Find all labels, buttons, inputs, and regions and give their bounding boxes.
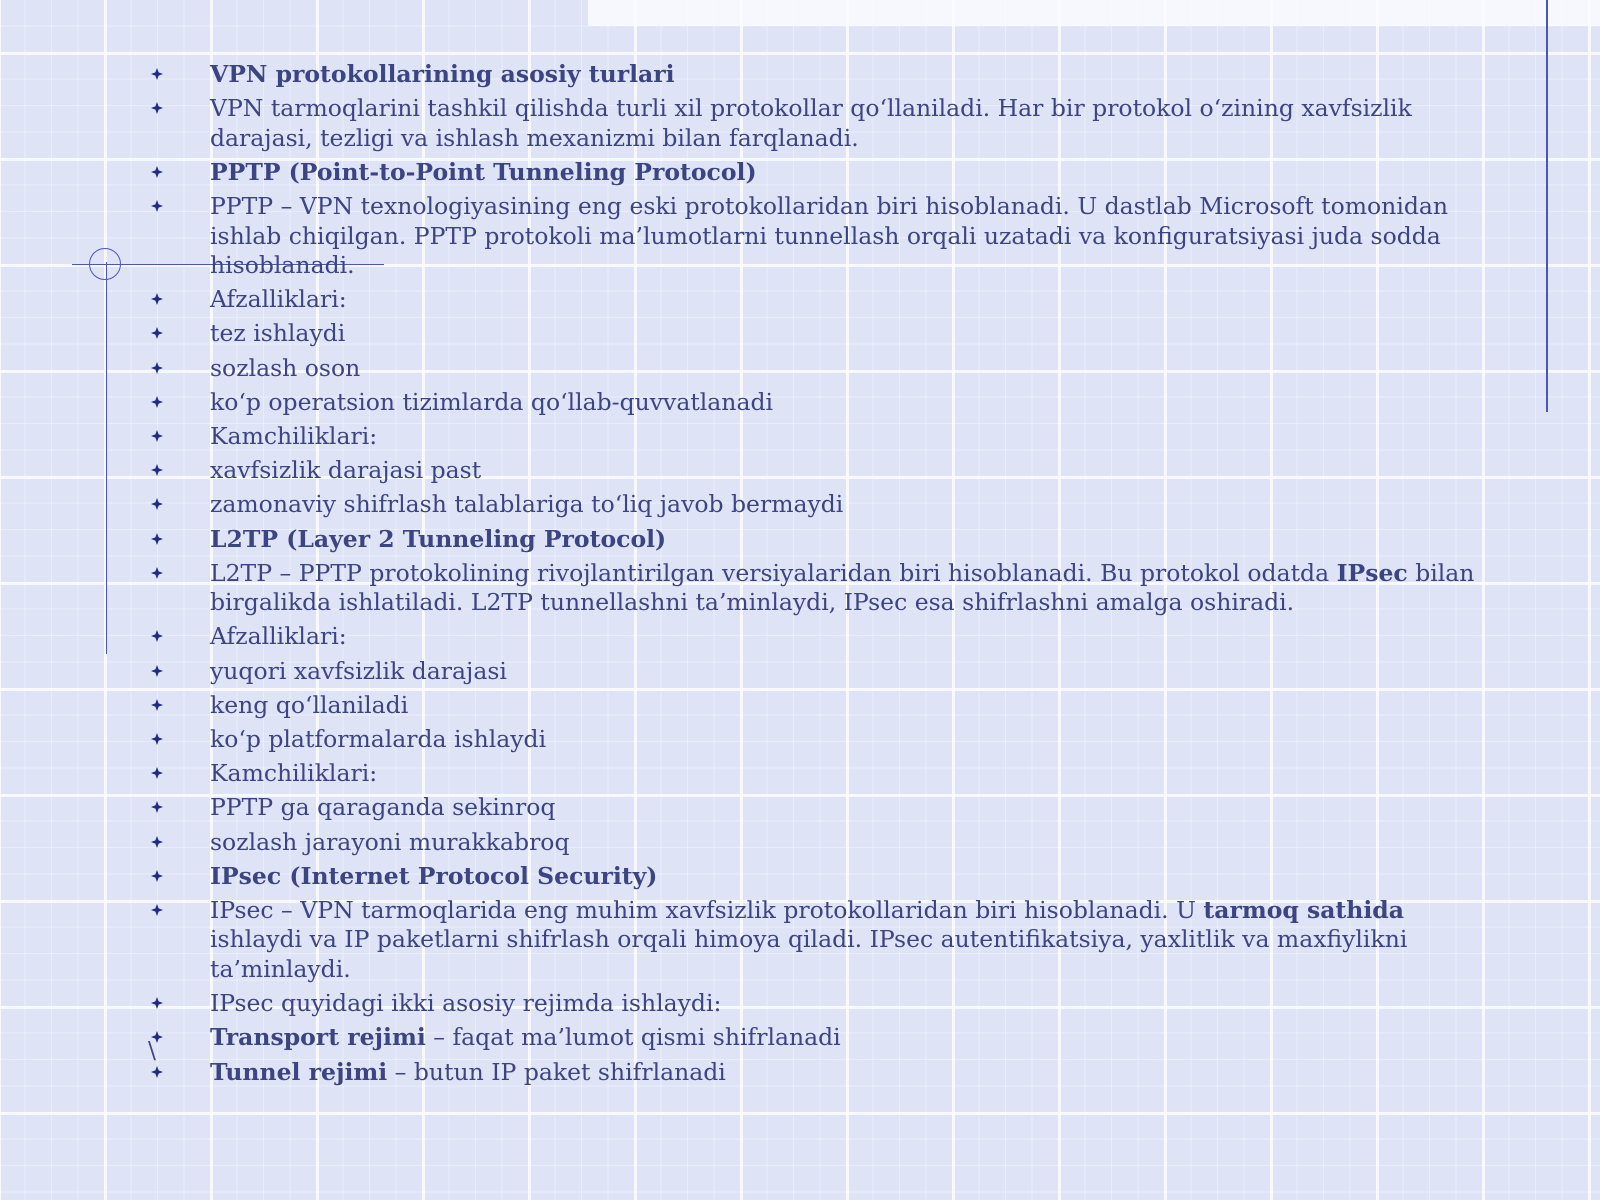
diamond-bullet-icon <box>151 699 163 711</box>
trailing-mark: \ <box>148 1036 156 1064</box>
item-text <box>210 1058 726 1086</box>
diamond-bullet-icon <box>151 102 163 114</box>
item-text: L2TP (Layer 2 Tunneling Protocol) <box>210 524 667 553</box>
list-item <box>0 490 1600 520</box>
list-item <box>0 989 1600 1019</box>
section-heading <box>0 862 1600 892</box>
item-text-part: – butun IP paket shifrlanadi <box>387 1057 726 1086</box>
top-band <box>588 0 1600 26</box>
item-text-part: L2TP – PPTP protokolining rivojlantirilgan versiyalaridan biri hisoblanadi. Bu protokol odatda <box>210 558 1337 587</box>
diamond-bullet-icon <box>151 396 163 408</box>
item-text-bold: tarmoq sathida <box>1203 895 1404 924</box>
diamond-bullet-icon <box>151 200 163 212</box>
item-text: IPsec quyidagi ikki asosiy rejimda ishlaydi: <box>210 989 722 1018</box>
diamond-bullet-icon <box>151 68 163 80</box>
section-heading <box>0 158 1600 188</box>
diamond-bullet-icon <box>151 166 163 178</box>
list-item <box>0 1023 1600 1053</box>
item-text: xavfsizlik darajasi past <box>210 456 482 485</box>
list-item <box>0 657 1600 687</box>
item-text: VPN tarmoqlarini tashkil qilishda turli xil protokollar qo‘llaniladi. Har bir protokol o‘zining xavfsizlik darajasi, tezligi va ishlash mexanizmi bilan farqlanadi. <box>210 94 1412 152</box>
list-item <box>0 896 1600 985</box>
diamond-bullet-icon <box>151 464 163 476</box>
list-item <box>0 725 1600 755</box>
item-text-bold: Tunnel rejimi <box>210 1057 388 1086</box>
diamond-bullet-icon <box>151 767 163 779</box>
diamond-bullet-icon <box>151 630 163 642</box>
list-item <box>0 422 1600 452</box>
diamond-bullet-icon <box>151 997 163 1009</box>
item-text-bold: Transport rejimi <box>210 1023 426 1052</box>
item-text: ko‘p operatsion tizimlarda qo‘llab-quvvatlanadi <box>210 387 774 416</box>
diamond-bullet-icon <box>151 293 163 305</box>
diamond-bullet-icon <box>151 498 163 510</box>
diamond-bullet-icon <box>151 1066 163 1078</box>
diamond-bullet-icon <box>151 362 163 374</box>
list-item <box>0 94 1600 153</box>
diamond-bullet-icon <box>151 904 163 916</box>
item-text <box>210 896 1407 983</box>
diamond-bullet-icon <box>151 733 163 745</box>
diamond-bullet-icon <box>151 870 163 882</box>
list-item <box>0 759 1600 789</box>
slide-bullet-list <box>0 60 1600 1092</box>
section-heading <box>0 525 1600 555</box>
item-text: IPsec (Internet Protocol Security) <box>210 861 658 890</box>
list-item <box>0 388 1600 418</box>
item-text: Afzalliklari: <box>210 285 347 314</box>
list-item <box>0 192 1600 281</box>
item-text: sozlash jarayoni murakkabroq <box>210 827 570 856</box>
list-item <box>0 691 1600 721</box>
item-text-part: bilan birgalikda ishlatiladi. L2TP tunnellashni ta’minlaydi, IPsec esa shifrlashni amalga oshiradi. <box>210 558 1475 617</box>
item-text: zamonaviy shifrlash talablariga to‘liq javob bermaydi <box>210 490 844 519</box>
item-text: keng qo‘llaniladi <box>210 690 409 719</box>
list-item <box>0 1058 1600 1088</box>
list-item <box>0 559 1600 618</box>
item-text-part: – faqat ma’lumot qismi shifrlanadi <box>425 1023 841 1052</box>
list-item <box>0 793 1600 823</box>
diamond-bullet-icon <box>151 430 163 442</box>
list-item <box>0 319 1600 349</box>
item-text: ko‘p platformalarda ishlaydi <box>210 725 547 753</box>
item-text <box>210 1023 841 1051</box>
item-text: Kamchiliklari: <box>210 422 378 450</box>
item-text: yuqori xavfsizlik darajasi <box>210 656 507 685</box>
diamond-bullet-icon <box>151 801 163 813</box>
item-text: sozlash oson <box>210 353 361 382</box>
item-text-bold: IPsec <box>1336 558 1408 587</box>
item-text: VPN protokollarining asosiy turlari <box>210 60 675 88</box>
diamond-bullet-icon <box>151 567 163 579</box>
item-text: Kamchiliklari: <box>210 759 378 788</box>
item-text-part: IPsec – VPN tarmoqlarida eng muhim xavfsizlik protokollaridan biri hisoblanadi. U <box>210 895 1204 924</box>
item-text-part: ishlaydi va IP paketlarni shifrlash orqali himoya qiladi. IPsec autentifikatsiya, yaxlitlik va maxfiylikni ta’minlaydi. <box>210 925 1408 983</box>
diamond-bullet-icon <box>151 327 163 339</box>
item-text: tez ishlaydi <box>210 319 346 348</box>
item-text: PPTP – VPN texnologiyasining eng eski protokollaridan biri hisoblanadi. U dastlab Microsoft tomonidan ishlab chiqilgan. PPTP protokoli ma’lumotlarni tunnellash orqali uzatadi va konfiguratsiyasi juda sodda hisoblanadi. <box>210 192 1449 280</box>
item-text: Afzalliklari: <box>210 622 347 651</box>
list-item <box>0 828 1600 858</box>
list-item <box>0 354 1600 384</box>
diamond-bullet-icon <box>151 836 163 848</box>
diamond-bullet-icon <box>151 665 163 677</box>
item-text: PPTP (Point-to-Point Tunneling Protocol) <box>210 157 757 186</box>
list-item <box>0 622 1600 652</box>
list-item <box>0 285 1600 315</box>
diamond-bullet-icon <box>151 533 163 545</box>
list-item <box>0 456 1600 486</box>
item-text: PPTP ga qaraganda sekinroq <box>210 793 556 822</box>
item-text <box>210 559 1474 617</box>
section-heading <box>0 60 1600 90</box>
